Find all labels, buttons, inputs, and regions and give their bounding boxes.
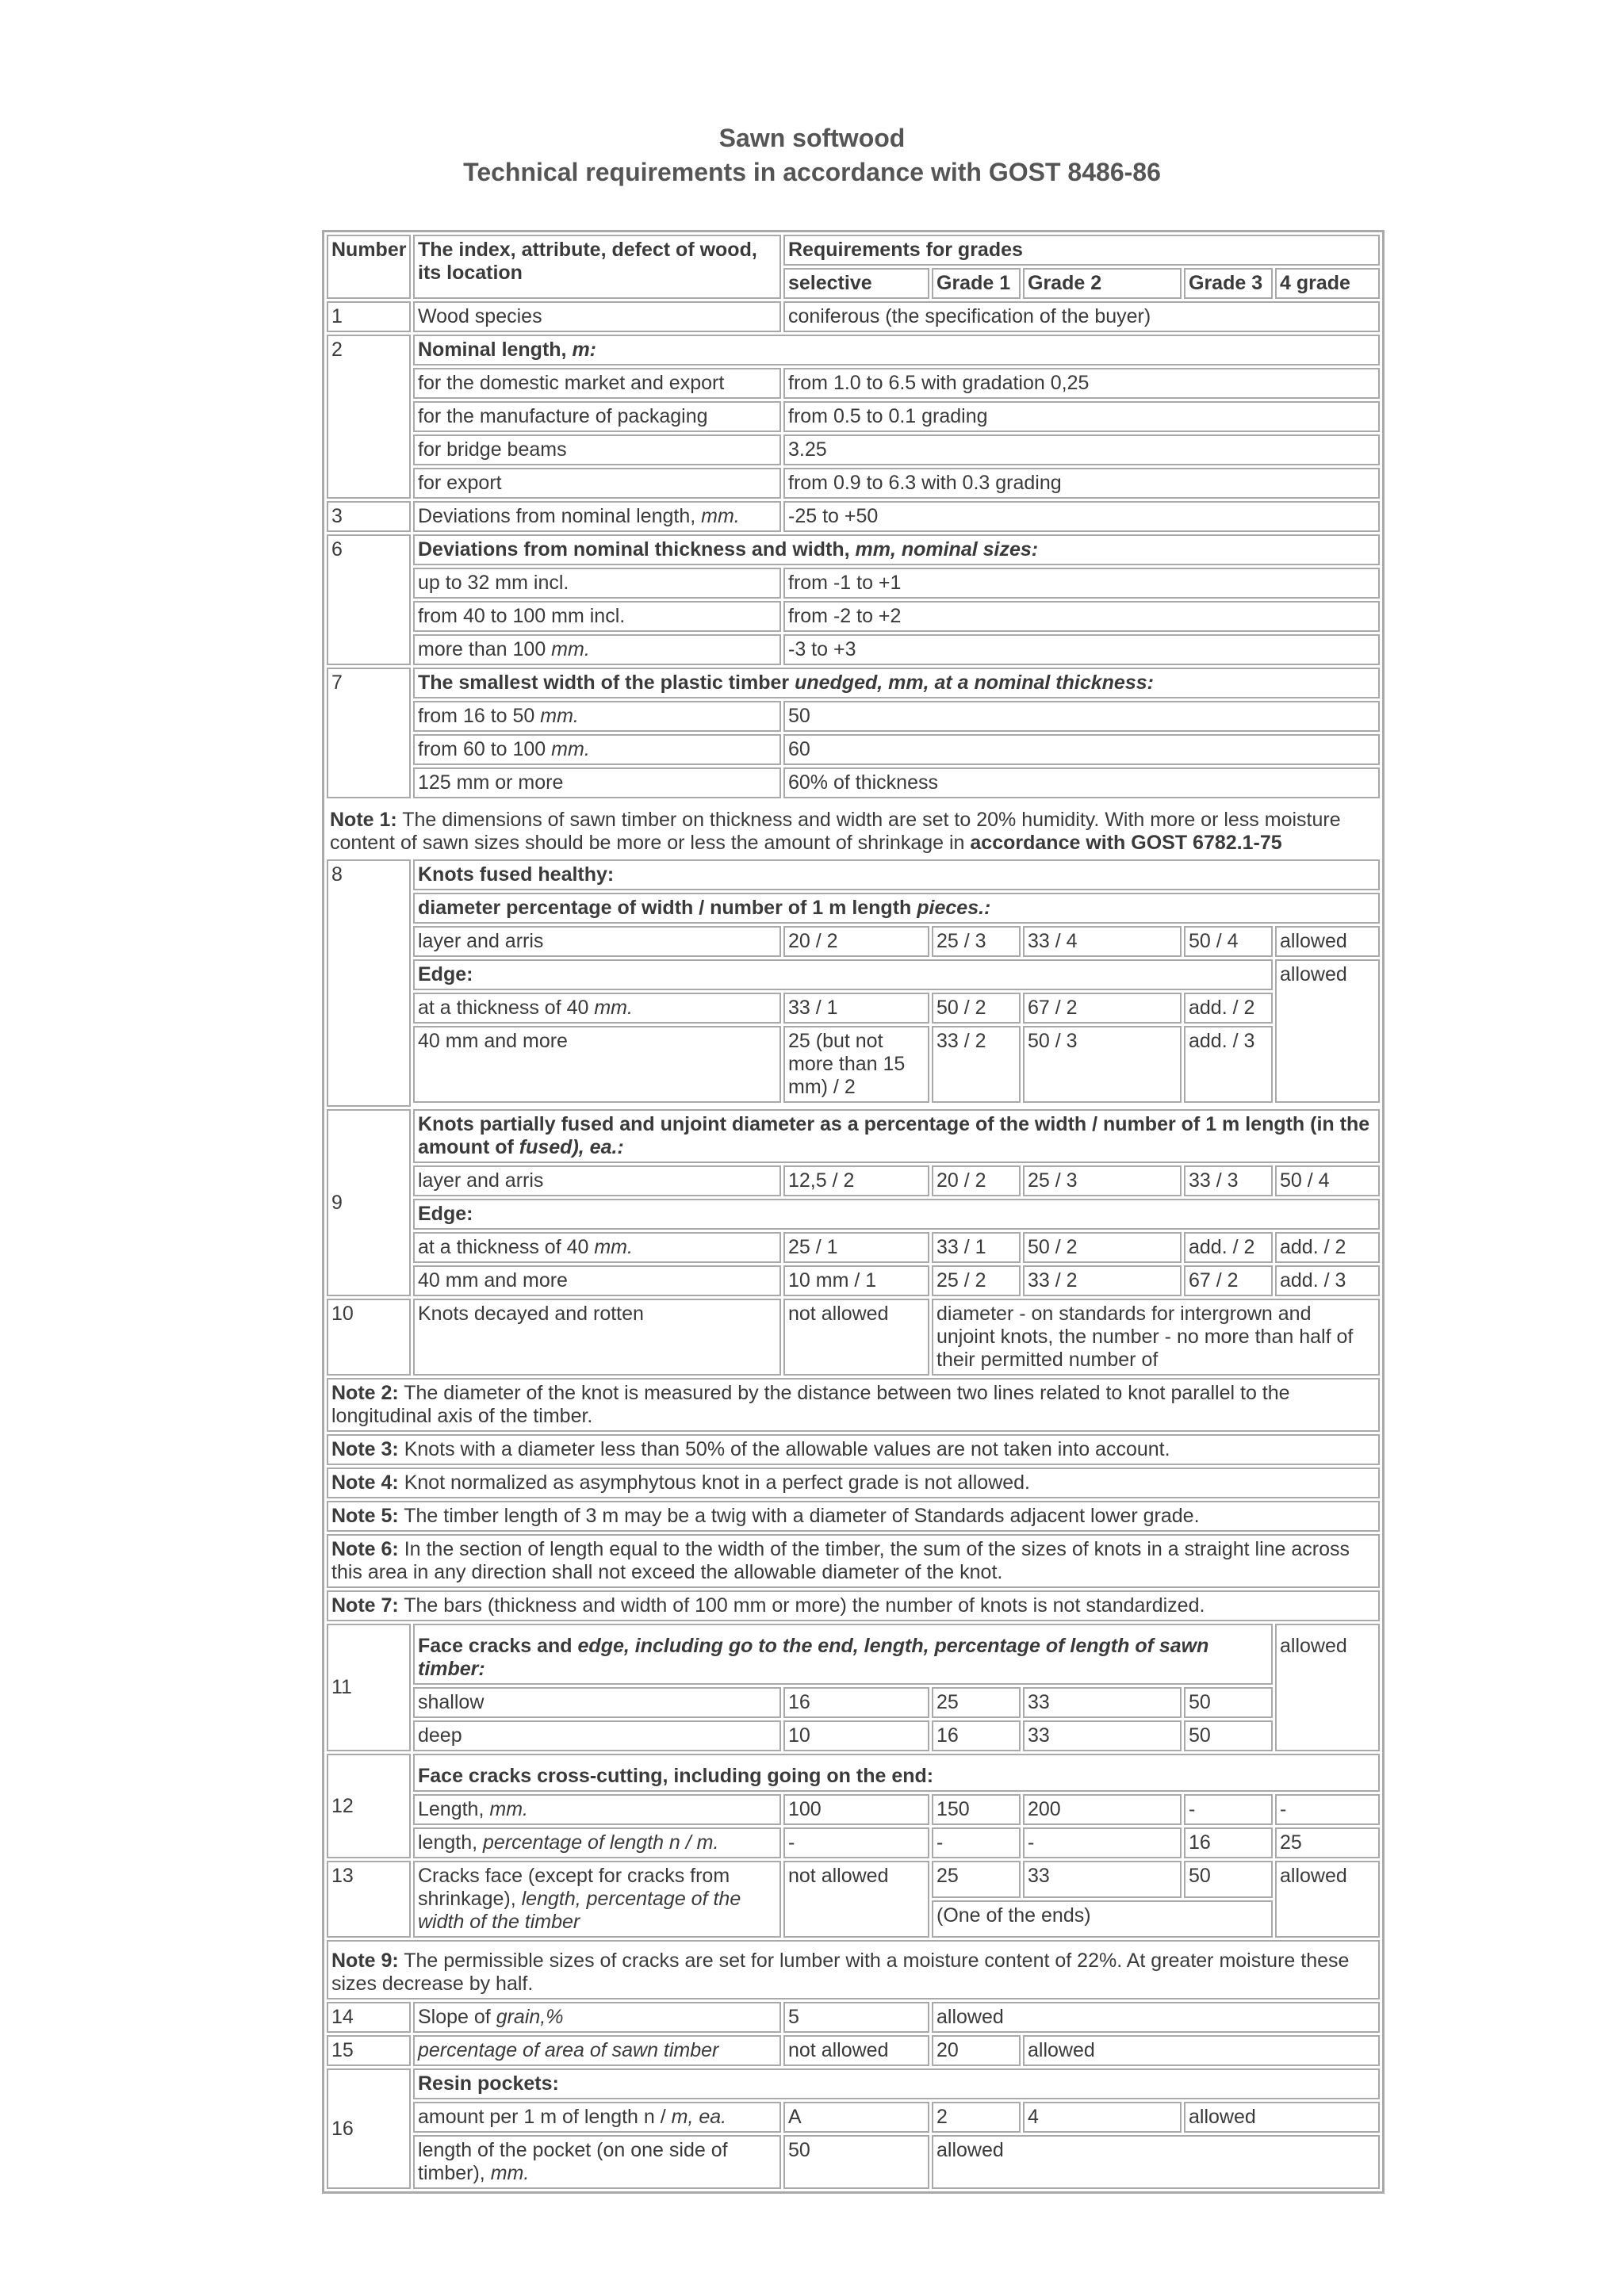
grade-value: 50 / 4 bbox=[1275, 1165, 1380, 1196]
row-subtitle: Edge: bbox=[413, 959, 1273, 990]
table-row bbox=[327, 2068, 1380, 2099]
grade-value: add. / 3 bbox=[1184, 1026, 1273, 1103]
grade-value: 67 / 2 bbox=[1184, 1265, 1273, 1296]
grade-value: 5 bbox=[783, 2002, 929, 2033]
grade-header: Grade 2 bbox=[1023, 268, 1182, 299]
row-value: 50 bbox=[783, 701, 1380, 732]
grade-value: 4 bbox=[1023, 2102, 1182, 2133]
table-row bbox=[327, 2002, 1380, 2033]
grade-value: 50 bbox=[1184, 1687, 1273, 1718]
table-row bbox=[327, 601, 1380, 632]
table-row bbox=[327, 534, 1380, 565]
grade-value: allowed bbox=[1184, 2102, 1380, 2133]
table-row bbox=[327, 568, 1380, 599]
grade-value: 50 bbox=[1184, 1861, 1273, 1898]
row-number: 14 bbox=[327, 2002, 411, 2033]
row-number: 2 bbox=[327, 335, 411, 499]
grade-value: 50 / 3 bbox=[1023, 1026, 1182, 1103]
row-label: Cracks face (except for cracks from shrinkage), length, percentage of the width of the timber bbox=[413, 1861, 781, 1938]
header-requirements: Requirements for grades bbox=[783, 235, 1380, 266]
grade-value: 16 bbox=[932, 1720, 1021, 1751]
row-label: shallow bbox=[413, 1687, 781, 1718]
row-label: layer and arris bbox=[413, 926, 781, 957]
header-index: The index, attribute, defect of wood, its location bbox=[413, 235, 781, 299]
row-subtitle: Edge: bbox=[413, 1199, 1380, 1230]
table-row bbox=[327, 734, 1380, 765]
row-number: 8 bbox=[327, 859, 411, 1107]
grade-value: 16 bbox=[1184, 1827, 1273, 1858]
grade-value: 33 / 4 bbox=[1023, 926, 1182, 957]
note-row bbox=[327, 1468, 1380, 1498]
grade-value: 33 bbox=[1023, 1687, 1182, 1718]
grade-value: not allowed bbox=[783, 2035, 929, 2066]
grade-value: 33 / 3 bbox=[1184, 1165, 1273, 1196]
grade-value: not allowed bbox=[783, 1299, 929, 1376]
grade-value: 50 bbox=[1184, 1720, 1273, 1751]
grade-value: 33 bbox=[1023, 1861, 1182, 1898]
row-label: percentage of area of sawn timber bbox=[413, 2035, 781, 2066]
row-number: 13 bbox=[327, 1861, 411, 1938]
row-number: 11 bbox=[327, 1624, 411, 1751]
grade-value: 150 bbox=[932, 1794, 1021, 1825]
row-label: Deviations from nominal length, mm. bbox=[413, 501, 781, 532]
note-5: Note 5: The timber length of 3 m may be a twig with a diameter of Standards adjacent lower grade. bbox=[327, 1501, 1380, 1532]
row-label: more than 100 mm. bbox=[413, 634, 781, 665]
grade-value: add. / 2 bbox=[1184, 993, 1273, 1024]
grade-value: 50 / 2 bbox=[1023, 1232, 1182, 1263]
row-label: Length, mm. bbox=[413, 1794, 781, 1825]
row-subtitle: diameter percentage of width / number of 1 m length pieces.: bbox=[413, 893, 1380, 924]
grade-value: - bbox=[1023, 1827, 1182, 1858]
page-subtitle: Technical requirements in accordance with GOST 8486-86 bbox=[463, 158, 1161, 186]
grade-value: 50 bbox=[783, 2135, 929, 2189]
row-number: 9 bbox=[327, 1109, 411, 1296]
row-label: at a thickness of 40 mm. bbox=[413, 993, 781, 1024]
table-row bbox=[327, 893, 1380, 924]
grade-value: - bbox=[1275, 1794, 1380, 1825]
table-row bbox=[327, 1165, 1380, 1196]
row-number: 1 bbox=[327, 301, 411, 332]
row-number: 12 bbox=[327, 1754, 411, 1858]
grade-value: - bbox=[932, 1827, 1021, 1858]
row-section-title: The smallest width of the plastic timber unedged, mm, at a nominal thickness: bbox=[413, 668, 1380, 698]
table-row bbox=[327, 1720, 1380, 1751]
note-6: Note 6: In the section of length equal to the width of the timber, the sum of the sizes of knots in a straight line across this area in any direction shall not exceed the allowable diameter of the knot. bbox=[327, 1534, 1380, 1588]
note-9: Note 9: The permissible sizes of cracks are set for lumber with a moisture content of 22%. At greater moisture these sizes decrease by half. bbox=[327, 1940, 1380, 1999]
table-row bbox=[327, 1109, 1380, 1163]
row-value: coniferous (the specification of the buyer) bbox=[783, 301, 1380, 332]
row-label: amount per 1 m of length n / m, ea. bbox=[413, 2102, 781, 2133]
table-row bbox=[327, 434, 1380, 465]
note-2: Note 2: The diameter of the knot is measured by the distance between two lines related to knot parallel to the longitudinal axis of the timber. bbox=[327, 1378, 1380, 1432]
row-value: -25 to +50 bbox=[783, 501, 1380, 532]
grade-value: 50 / 4 bbox=[1184, 926, 1273, 957]
note-1: Note 1: The dimensions of sawn timber on thickness and width are set to 20% humidity. With more or less moisture content of sawn sizes should be more or less the amount of shrinkage in accordance with GOST 6782.1-75 bbox=[330, 809, 1341, 854]
grade-value: - bbox=[783, 1827, 929, 1858]
grade-value: allowed bbox=[1275, 1624, 1380, 1751]
grade-value: 200 bbox=[1023, 1794, 1182, 1825]
grade-value: 10 mm / 1 bbox=[783, 1265, 929, 1296]
row-value: 3.25 bbox=[783, 434, 1380, 465]
grade-value: 25 (but not more than 15 mm) / 2 bbox=[783, 1026, 929, 1103]
row-value: from 0.5 to 0.1 grading bbox=[783, 401, 1380, 432]
grade-value: allowed bbox=[932, 2135, 1380, 2189]
grade-header: 4 grade bbox=[1275, 268, 1380, 299]
grade-value: add. / 3 bbox=[1275, 1265, 1380, 1296]
table-row bbox=[327, 1861, 1380, 1898]
row-number: 3 bbox=[327, 501, 411, 532]
row-label: at a thickness of 40 mm. bbox=[413, 1232, 781, 1263]
grade-header: Grade 1 bbox=[932, 268, 1021, 299]
row-value: from -2 to +2 bbox=[783, 601, 1380, 632]
grade-header: Grade 3 bbox=[1184, 268, 1273, 299]
table-row bbox=[327, 1827, 1380, 1858]
table-row bbox=[327, 1299, 1380, 1376]
grade-value: allowed bbox=[932, 2002, 1380, 2033]
grade-value: 33 / 2 bbox=[932, 1026, 1021, 1103]
row-number: 16 bbox=[327, 2068, 411, 2189]
note-row bbox=[327, 1940, 1380, 1999]
grade-value: 33 / 1 bbox=[783, 993, 929, 1024]
row-label: length, percentage of length n / m. bbox=[413, 1827, 781, 1858]
table-row bbox=[327, 1199, 1380, 1230]
table-row bbox=[327, 301, 1380, 332]
row-label: length of the pocket (on one side of timber), mm. bbox=[413, 2135, 781, 2189]
row-label: Wood species bbox=[413, 301, 781, 332]
note-row bbox=[327, 1534, 1380, 1588]
row-label: for the manufacture of packaging bbox=[413, 401, 781, 432]
note-row bbox=[327, 1590, 1380, 1621]
table-row bbox=[327, 926, 1380, 957]
row-number: 7 bbox=[327, 668, 411, 798]
table-row bbox=[327, 701, 1380, 732]
grade-value: 20 bbox=[932, 2035, 1021, 2066]
row-label: for export bbox=[413, 468, 781, 499]
grade-value: 2 bbox=[932, 2102, 1021, 2133]
table-row bbox=[327, 468, 1380, 499]
table-row bbox=[327, 767, 1380, 798]
grade-value: 25 / 3 bbox=[932, 926, 1021, 957]
grade-value: not allowed bbox=[783, 1861, 929, 1938]
table-row bbox=[327, 634, 1380, 665]
row-number: 6 bbox=[327, 534, 411, 665]
grade-header: selective bbox=[783, 268, 929, 299]
grade-value: allowed bbox=[1275, 959, 1380, 1103]
grade-value: add. / 2 bbox=[1184, 1232, 1273, 1263]
note-3: Note 3: Knots with a diameter less than 50% of the allowable values are not taken into account. bbox=[327, 1434, 1380, 1465]
table-row bbox=[327, 1794, 1380, 1825]
row-label: up to 32 mm incl. bbox=[413, 568, 781, 599]
row-value: 60 bbox=[783, 734, 1380, 765]
row-value: -3 to +3 bbox=[783, 634, 1380, 665]
grade-value: 25 / 2 bbox=[932, 1265, 1021, 1296]
grade-value: (One of the ends) bbox=[932, 1900, 1273, 1938]
row-section-title: Face cracks and edge, including go to the end, length, percentage of length of sawn timber: bbox=[413, 1624, 1273, 1685]
note-row bbox=[327, 801, 1380, 857]
grade-value: 25 / 1 bbox=[783, 1232, 929, 1263]
grade-value: 20 / 2 bbox=[932, 1165, 1021, 1196]
table-header-row bbox=[327, 235, 1380, 266]
row-section-title: Knots fused healthy: bbox=[413, 859, 1380, 890]
page-title: Sawn softwood bbox=[718, 124, 906, 152]
table-row bbox=[327, 2102, 1380, 2133]
grade-value: 25 bbox=[932, 1861, 1021, 1898]
grade-value: 33 bbox=[1023, 1720, 1182, 1751]
row-value: from -1 to +1 bbox=[783, 568, 1380, 599]
row-label: from 16 to 50 mm. bbox=[413, 701, 781, 732]
table-row bbox=[327, 1624, 1380, 1685]
row-label: deep bbox=[413, 1720, 781, 1751]
grade-value: 20 / 2 bbox=[783, 926, 929, 957]
grade-value: 12,5 / 2 bbox=[783, 1165, 929, 1196]
row-section-title: Nominal length, m: bbox=[413, 335, 1380, 365]
table-row bbox=[327, 2135, 1380, 2189]
table-row bbox=[327, 1232, 1380, 1263]
grade-value: 33 / 1 bbox=[932, 1232, 1021, 1263]
row-label: for bridge beams bbox=[413, 434, 781, 465]
note-row bbox=[327, 1434, 1380, 1465]
grade-value: allowed bbox=[1275, 926, 1380, 957]
requirements-table bbox=[322, 230, 1385, 2194]
grade-value: A bbox=[783, 2102, 929, 2133]
grade-value: 25 / 3 bbox=[1023, 1165, 1182, 1196]
grade-value: diameter - on standards for intergrown and unjoint knots, the number - no more than half of their permitted number of bbox=[932, 1299, 1380, 1376]
row-label: 125 mm or more bbox=[413, 767, 781, 798]
grade-value: allowed bbox=[1023, 2035, 1380, 2066]
row-number: 10 bbox=[327, 1299, 411, 1376]
table-row bbox=[327, 1026, 1380, 1103]
grade-value: add. / 2 bbox=[1275, 1232, 1380, 1263]
note-row bbox=[327, 1378, 1380, 1432]
grade-value: 100 bbox=[783, 1794, 929, 1825]
row-label: Knots decayed and rotten bbox=[413, 1299, 781, 1376]
row-section-title: Resin pockets: bbox=[413, 2068, 1380, 2099]
row-label: Slope of grain,% bbox=[413, 2002, 781, 2033]
grade-value: 10 bbox=[783, 1720, 929, 1751]
table-row bbox=[327, 335, 1380, 365]
row-label: 40 mm and more bbox=[413, 1026, 781, 1103]
row-label: from 60 to 100 mm. bbox=[413, 734, 781, 765]
row-value: 60% of thickness bbox=[783, 767, 1380, 798]
table-row bbox=[327, 401, 1380, 432]
table-row bbox=[327, 859, 1380, 890]
table-row bbox=[327, 501, 1380, 532]
table-row bbox=[327, 993, 1380, 1024]
row-label: for the domestic market and export bbox=[413, 368, 781, 399]
header-number: Number bbox=[327, 235, 411, 299]
table-row bbox=[327, 1687, 1380, 1718]
row-section-title: Deviations from nominal thickness and width, mm, nominal sizes: bbox=[413, 534, 1380, 565]
table-row bbox=[327, 668, 1380, 698]
grade-value: 33 / 2 bbox=[1023, 1265, 1182, 1296]
grade-value: 25 bbox=[1275, 1827, 1380, 1858]
note-7: Note 7: The bars (thickness and width of 100 mm or more) the number of knots is not standardized. bbox=[327, 1590, 1380, 1621]
table-row bbox=[327, 959, 1380, 990]
table-row bbox=[327, 1754, 1380, 1792]
row-section-title: Knots partially fused and unjoint diameter as a percentage of the width / number of 1 m length (in the amount of fused), ea.: bbox=[413, 1109, 1380, 1163]
table-row bbox=[327, 368, 1380, 399]
row-number: 15 bbox=[327, 2035, 411, 2066]
row-value: from 1.0 to 6.5 with gradation 0,25 bbox=[783, 368, 1380, 399]
grade-value: - bbox=[1184, 1794, 1273, 1825]
row-label: 40 mm and more bbox=[413, 1265, 781, 1296]
table-row bbox=[327, 1265, 1380, 1296]
grade-value: 25 bbox=[932, 1687, 1021, 1718]
note-row bbox=[327, 1501, 1380, 1532]
row-section-title: Face cracks cross-cutting, including going on the end: bbox=[413, 1754, 1380, 1792]
row-value: from 0.9 to 6.3 with 0.3 grading bbox=[783, 468, 1380, 499]
row-label: from 40 to 100 mm incl. bbox=[413, 601, 781, 632]
grade-value: 50 / 2 bbox=[932, 993, 1021, 1024]
row-label: layer and arris bbox=[413, 1165, 781, 1196]
table-row bbox=[327, 2035, 1380, 2066]
spacer-row bbox=[327, 1105, 1380, 1107]
grade-value: 16 bbox=[783, 1687, 929, 1718]
note-4: Note 4: Knot normalized as asymphytous knot in a perfect grade is not allowed. bbox=[327, 1468, 1380, 1498]
grade-value: allowed bbox=[1275, 1861, 1380, 1938]
grade-value: 67 / 2 bbox=[1023, 993, 1182, 1024]
